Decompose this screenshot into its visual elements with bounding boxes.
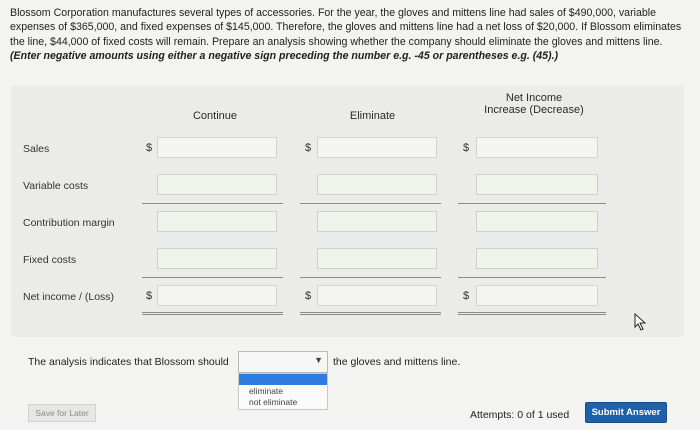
- problem-text: Blossom Corporation manufactures several types of accessories. For the year, the gloves and mittens line had sales of $490,000, variable expenses of $365,000, and fixed expenses of $145,000. Therefore, the gloves and mittens line had a net loss of $20,000. If Blossom eliminates the line, $44,000 of fixed costs will remain. Prepare an analysis showing whether the company should eliminate the gloves and mittens line.: [10, 7, 682, 48]
- continue-variable-costs-input[interactable]: [157, 174, 277, 195]
- save-for-later-button[interactable]: Save for Later: [28, 404, 96, 422]
- currency-sign: $: [463, 142, 470, 154]
- currency-sign: $: [146, 142, 153, 154]
- eliminate-fixed-costs-input[interactable]: [317, 248, 437, 269]
- col-header-net-line1: Net Income: [505, 92, 563, 104]
- row-label-variable-costs: Variable costs: [23, 180, 89, 192]
- eliminate-net-income-input[interactable]: [317, 285, 437, 306]
- total-double-rule: [142, 312, 283, 315]
- subtotal-rule: [458, 203, 606, 204]
- net-change-contribution-margin-input[interactable]: [476, 211, 598, 232]
- subtotal-rule: [142, 277, 283, 278]
- dropdown-highlight: [239, 374, 327, 385]
- currency-sign: $: [463, 290, 470, 302]
- continue-contribution-margin-input[interactable]: [157, 211, 277, 232]
- attempts-counter: Attempts: 0 of 1 used: [470, 409, 570, 421]
- row-label-contribution-margin: Contribution margin: [23, 217, 115, 229]
- total-double-rule: [300, 312, 441, 315]
- col-header-continue: Continue: [192, 110, 238, 122]
- col-header-eliminate: Eliminate: [349, 110, 396, 122]
- row-label-net-income: Net income / (Loss): [23, 291, 115, 303]
- row-label-sales: Sales: [23, 143, 50, 155]
- chevron-down-icon: ▼: [314, 355, 323, 365]
- continue-sales-input[interactable]: [157, 137, 277, 158]
- problem-statement: [10, 6, 690, 64]
- option-eliminate[interactable]: eliminate: [249, 386, 284, 396]
- eliminate-contribution-margin-input[interactable]: [317, 211, 437, 232]
- row-label-fixed-costs: Fixed costs: [23, 254, 77, 266]
- analysis-suffix: the gloves and mittens line.: [333, 356, 461, 368]
- analysis-prefix: The analysis indicates that Blossom should: [28, 356, 229, 368]
- net-change-fixed-costs-input[interactable]: [476, 248, 598, 269]
- currency-sign: $: [146, 290, 153, 302]
- eliminate-variable-costs-input[interactable]: [317, 174, 437, 195]
- currency-sign: $: [305, 142, 312, 154]
- decision-dropdown-menu: [238, 373, 328, 410]
- col-header-net-line2: Increase (Decrease): [484, 104, 584, 116]
- option-not-eliminate[interactable]: not eliminate: [249, 397, 298, 407]
- total-double-rule: [458, 312, 606, 315]
- problem-instruction: (Enter negative amounts using either a negative sign preceding the number e.g. -45 or parentheses e.g. (45).): [10, 50, 559, 63]
- currency-sign: $: [305, 290, 312, 302]
- subtotal-rule: [300, 277, 441, 278]
- subtotal-rule: [142, 203, 283, 204]
- net-change-net-income-input[interactable]: [476, 285, 598, 306]
- eliminate-sales-input[interactable]: [317, 137, 437, 158]
- continue-fixed-costs-input[interactable]: [157, 248, 277, 269]
- net-change-sales-input[interactable]: [476, 137, 598, 158]
- mouse-cursor-icon: [633, 313, 647, 331]
- submit-answer-button[interactable]: Submit Answer: [585, 402, 667, 423]
- net-change-variable-costs-input[interactable]: [476, 174, 598, 195]
- continue-net-income-input[interactable]: [157, 285, 277, 306]
- col-header-net-income: [470, 92, 598, 116]
- subtotal-rule: [300, 203, 441, 204]
- subtotal-rule: [458, 277, 606, 278]
- decision-select[interactable]: [238, 351, 328, 373]
